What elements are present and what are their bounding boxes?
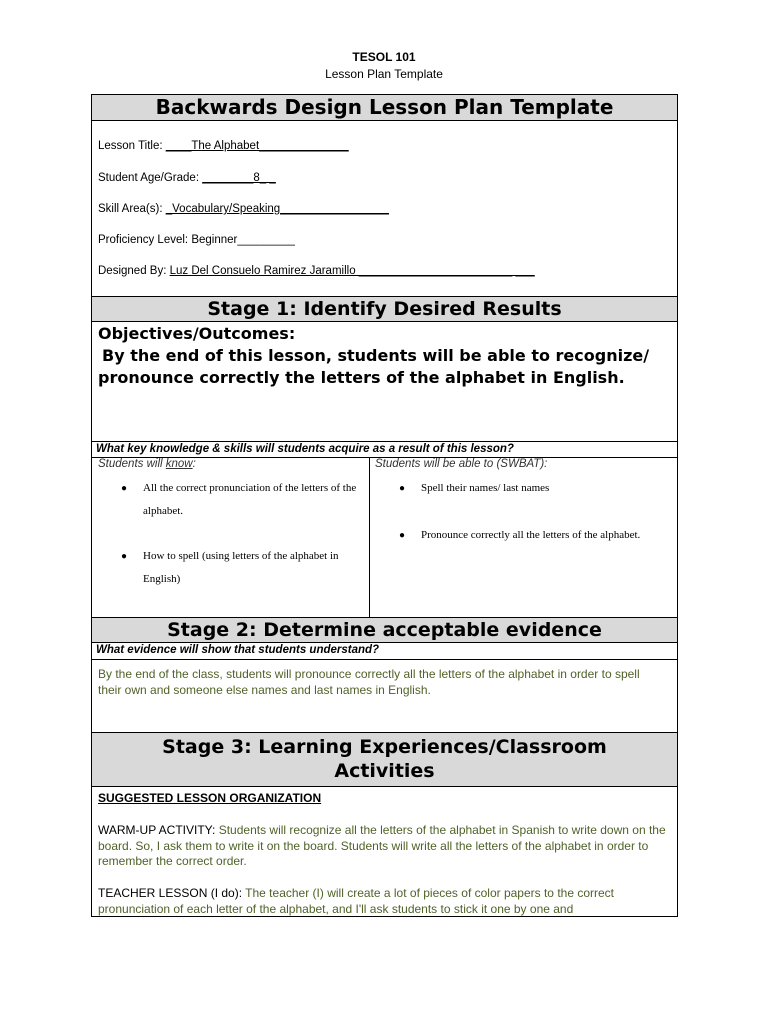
skill-area-label: Skill Area(s): bbox=[98, 203, 163, 215]
bullet-icon: ● bbox=[121, 483, 128, 494]
student-age-field bbox=[98, 172, 276, 184]
stage2-question: What evidence will show that students understand? bbox=[92, 643, 677, 660]
proficiency-value: Beginner_________ bbox=[191, 234, 295, 246]
course-code: TESOL 101 bbox=[352, 50, 416, 64]
stage3-heading-line1: Stage 3: Learning Experiences/Classroom bbox=[162, 736, 607, 758]
know-item-1-text: All the correct pronunciation of the letters of the alphabet. bbox=[143, 482, 357, 517]
evidence-text: By the end of the class, students will pronounce correctly all the letters of the alphabet in order to spell their own and someone else names and last names in English. bbox=[98, 667, 640, 697]
lesson-title-label: Lesson Title: bbox=[98, 140, 163, 152]
teacher-lesson-text: The teacher (I) will create a lot of pieces of color papers to the correct pronunciation of each letter of the alphabet, and I'll ask students to stick it one by one and bbox=[98, 886, 615, 916]
designed-by-label: Designed By: bbox=[98, 265, 167, 277]
stage3-heading bbox=[92, 732, 677, 787]
swbat-header: Students will be able to (SWBAT): bbox=[375, 458, 548, 470]
stage1-heading: Stage 1: Identify Desired Results bbox=[92, 296, 677, 322]
objectives-block bbox=[98, 323, 668, 389]
student-age-value: ________8_ _ bbox=[202, 172, 276, 184]
swbat-item-2 bbox=[399, 524, 676, 547]
lesson-title-value: ____The Alphabet______________ bbox=[165, 140, 349, 152]
bullet-icon: ● bbox=[399, 530, 406, 541]
objectives-label: Objectives/Outcomes: bbox=[98, 324, 296, 343]
teacher-lesson-block bbox=[98, 886, 666, 917]
warmup-text: Students will recognize all the letters of the alphabet in Spanish to write down on the board. So, I ask them to write it on the board. Students will write all the letters of the alphabet in order to remember the correct order. bbox=[98, 823, 666, 868]
lesson-plan-table bbox=[91, 94, 678, 917]
proficiency-label: Proficiency Level: bbox=[98, 234, 189, 246]
warmup-block bbox=[98, 823, 666, 870]
bullet-icon: ● bbox=[121, 551, 128, 562]
proficiency-field bbox=[98, 234, 295, 246]
skill-area-value: _Vocabulary/Speaking_________________ bbox=[165, 203, 389, 215]
know-item-1 bbox=[121, 477, 358, 523]
student-age-label: Student Age/Grade: bbox=[98, 172, 200, 184]
document-subtitle: Lesson Plan Template bbox=[325, 67, 443, 81]
students-know-word: know bbox=[165, 458, 193, 470]
warmup-label: WARM-UP ACTIVITY: bbox=[98, 823, 216, 837]
teacher-lesson-label: TEACHER LESSON (I do): bbox=[98, 886, 243, 900]
stage2-heading: Stage 2: Determine acceptable evidence bbox=[92, 617, 677, 643]
bullet-icon: ● bbox=[399, 483, 406, 494]
students-know-header bbox=[98, 458, 196, 470]
stage3-heading-line2: Activities bbox=[334, 760, 435, 782]
objectives-text: By the end of this lesson, students will be able to recognize/ pronounce correctly the letters of the alphabet in English. bbox=[98, 346, 650, 387]
lesson-title-field bbox=[98, 140, 349, 152]
stage1-question: What key knowledge & skills will students acquire as a result of this lesson? bbox=[92, 441, 677, 458]
swbat-item-1 bbox=[399, 477, 676, 500]
students-know-prefix: Students will bbox=[98, 458, 166, 470]
swbat-item-1-text: Spell their names/ last names bbox=[421, 482, 550, 494]
column-divider bbox=[369, 457, 370, 617]
swbat-item-2-text: Pronounce correctly all the letters of the alphabet. bbox=[421, 529, 641, 541]
skill-area-field bbox=[98, 203, 389, 215]
designed-by-value: Luz Del Consuelo Ramirez Jaramillo ________________________ ___ bbox=[169, 265, 535, 277]
know-item-2 bbox=[121, 545, 358, 591]
lesson-organization-label: SUGGESTED LESSON ORGANIZATION bbox=[98, 791, 322, 805]
designed-by-field bbox=[98, 265, 535, 277]
template-title: Backwards Design Lesson Plan Template bbox=[92, 95, 677, 121]
students-know-suffix: : bbox=[192, 458, 196, 470]
know-item-2-text: How to spell (using letters of the alphabet in English) bbox=[143, 550, 339, 585]
